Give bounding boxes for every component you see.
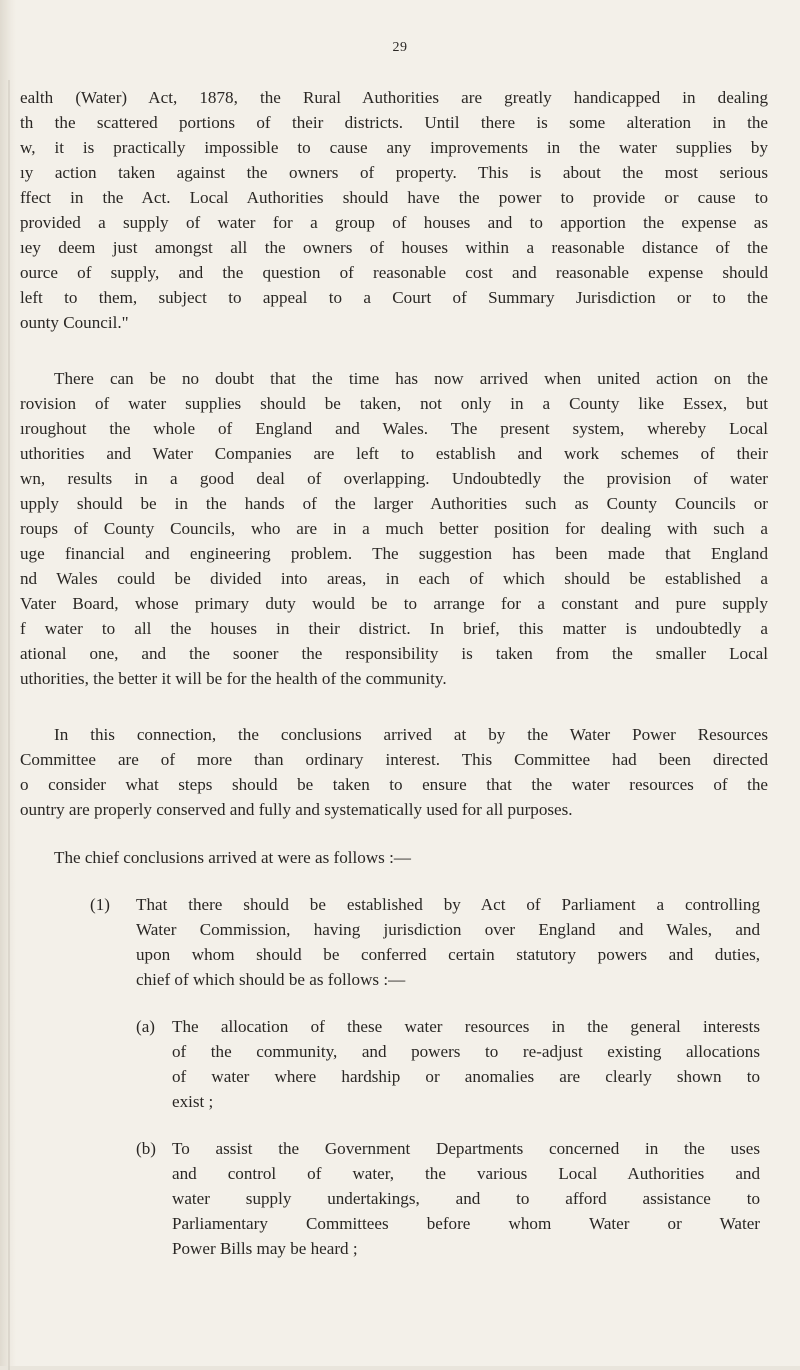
paragraph-line: nd Wales could be divided into areas, in each of which should be established a <box>20 569 768 588</box>
sub-item-line: The allocation of these water resources in the general interests <box>172 1017 760 1036</box>
paragraph-line: ffect in the Act. Local Authorities should have the power to provide or cause to <box>20 188 768 207</box>
page-number: 29 <box>392 40 408 55</box>
paragraph-line: In this connection, the conclusions arrived at by the Water Power Resources <box>54 725 768 744</box>
paragraph-line: ounty Council." <box>20 313 129 332</box>
paragraph-line: ıey deem just amongst all the owners of houses within a reasonable distance of the <box>20 238 768 257</box>
sub-item-line: Power Bills may be heard ; <box>172 1239 358 1258</box>
paragraph-line: th the scattered portions of their districts. Until there is some alteration in the <box>20 113 768 132</box>
paragraph-line: provided a supply of water for a group of houses and to apportion the expense as <box>20 213 768 232</box>
paragraph-line: uthorities, the better it will be for the health of the community. <box>20 669 447 688</box>
sub-item-line: of water where hardship or anomalies are clearly shown to <box>172 1067 760 1086</box>
paragraph-line: ealth (Water) Act, 1878, the Rural Authorities are greatly handicapped in dealing <box>20 88 768 107</box>
paragraph-line: ıy action taken against the owners of property. This is about the most serious <box>20 163 768 182</box>
item-line: Water Commission, having jurisdiction over England and Wales, and <box>136 920 760 939</box>
paragraph-line: ource of supply, and the question of reasonable cost and reasonable expense should <box>20 263 768 282</box>
paragraph-line: ountry are properly conserved and fully and systematically used for all purposes. <box>20 800 573 819</box>
sub-item-line: water supply undertakings, and to afford assistance to <box>172 1189 760 1208</box>
paragraph-line: uge financial and engineering problem. The suggestion has been made that England <box>20 544 768 563</box>
paragraph-line: w, it is practically impossible to cause any improvements in the water supplies by <box>20 138 768 157</box>
sub-item-line: and control of water, the various Local Authorities and <box>172 1164 760 1183</box>
sub-item-line: of the community, and powers to re-adjust existing allocations <box>172 1042 760 1061</box>
sub-item-marker: (a) <box>136 1017 155 1036</box>
sub-item-marker: (b) <box>136 1139 156 1158</box>
paragraph-line: wn, results in a good deal of overlapping. Undoubtedly the provision of water <box>20 469 768 488</box>
paragraph-line: rovision of water supplies should be taken, not only in a County like Essex, but <box>20 394 768 413</box>
paragraph-line: ıroughout the whole of England and Wales. The present system, whereby Local <box>20 419 768 438</box>
item-line: upon whom should be conferred certain statutory powers and duties, <box>136 945 760 964</box>
paragraph-line: Committee are of more than ordinary interest. This Committee had been directed <box>20 750 768 769</box>
paragraph-line: Vater Board, whose primary duty would be to arrange for a constant and pure supply <box>20 594 768 613</box>
sub-item-line: exist ; <box>172 1092 214 1111</box>
paragraph-line: o consider what steps should be taken to ensure that the water resources of the <box>20 775 768 794</box>
paragraph-line: The chief conclusions arrived at were as follows :— <box>54 848 411 867</box>
paragraph-line: upply should be in the hands of the larger Authorities such as County Councils or <box>20 494 768 513</box>
item-line: That there should be established by Act of Parliament a controlling <box>136 895 760 914</box>
item-line: chief of which should be as follows :— <box>136 970 406 989</box>
sub-item-line: Parliamentary Committees before whom Water or Water <box>172 1214 760 1233</box>
paragraph-line: roups of County Councils, who are in a much better position for dealing with such a <box>20 519 768 538</box>
page-binding-edge <box>8 80 10 1370</box>
paragraph-line: ational one, and the sooner the responsibility is taken from the smaller Local <box>20 644 768 663</box>
sub-item-line: To assist the Government Departments concerned in the uses <box>172 1139 760 1158</box>
paragraph-line: uthorities and Water Companies are left to establish and work schemes of their <box>20 444 768 463</box>
item-marker: (1) <box>90 895 110 914</box>
paragraph-line: f water to all the houses in their district. In brief, this matter is undoubtedly a <box>20 619 768 638</box>
paragraph-line: There can be no doubt that the time has now arrived when united action on the <box>54 369 768 388</box>
paragraph-line: left to them, subject to appeal to a Court of Summary Jurisdiction or to the <box>20 288 768 307</box>
